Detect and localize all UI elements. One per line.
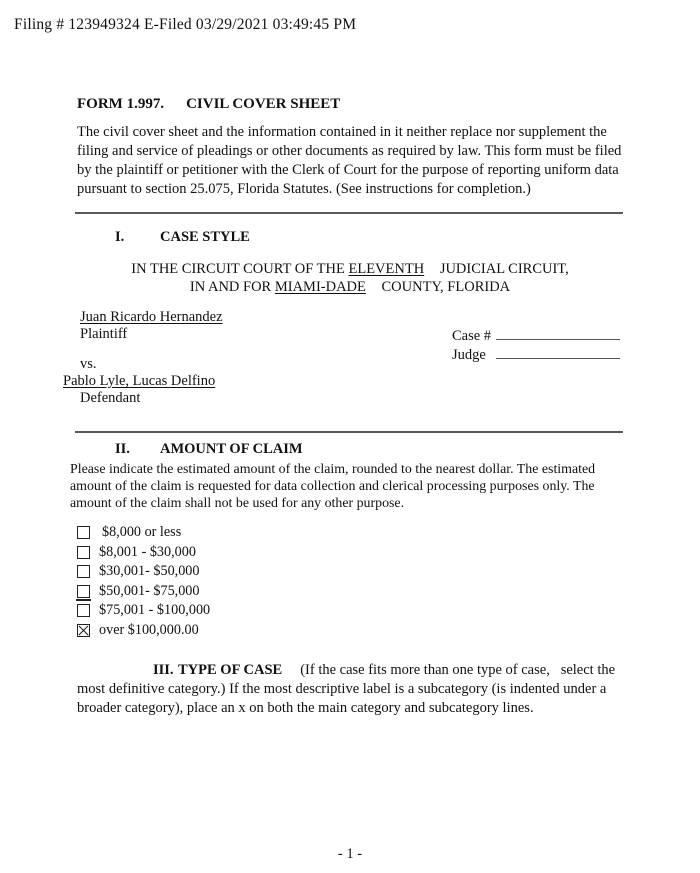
claim-option-checkbox[interactable] [77,604,90,617]
claim-option-row[interactable] [77,523,623,543]
section-3-instructions: (If the case fits more than one type of case, select the most definitive category.) If the most descriptive label is a subcategory (is indented under a broader category), place an x on both the main category and subcategory lines. [77,662,619,716]
case-judge-block [452,326,620,364]
section-divider [75,212,623,214]
section-1-number: I. [115,229,125,245]
form-intro-paragraph: The civil cover sheet and the information contained in it neither replace nor supplement the filing and service of pleadings or other documents as required by law. This form must be filed by the plaintiff or petitioner with the Clerk of Court for the purpose of reporting uniform data pursuant to section 25.075, Florida Statutes. (See instructions for completion.) [77,124,626,197]
claim-option-label: $30,001- $50,000 [99,563,200,580]
form-number: FORM 1.997. [77,96,165,112]
defendant-name-row [63,373,623,390]
section-divider [75,431,623,433]
judge-blank[interactable] [496,345,620,359]
judge-row [452,345,620,364]
claim-option-checkbox[interactable] [77,546,90,559]
claim-instructions: Please indicate the estimated amount of the claim, rounded to the nearest dollar. The estimated amount of the claim is requested for data collection and clerical processing purposes only. The amount of the claim shall not be used for any other purpose. [70,462,599,511]
section-2-heading [77,441,623,458]
section-2-title: AMOUNT OF CLAIM [160,441,303,457]
claim-option-checkbox[interactable] [77,624,90,637]
claim-option-row[interactable] [77,582,623,602]
page-number: - 1 - [337,846,363,862]
claim-option-row[interactable] [77,562,623,582]
circuit-name-fill: ELEVENTH [348,261,425,277]
plaintiff-name: Juan Ricardo Hernandez [80,309,223,325]
court-caption [77,260,623,296]
court-line-1: IN THE CIRCUIT COURT OF THE ELEVENTH JUDICIAL CIRCUIT, [131,261,569,277]
section-1-heading [77,229,623,246]
court-line-2: IN AND FOR MIAMI-DADE COUNTY, FLORIDA [189,279,511,295]
case-number-blank[interactable] [496,326,620,340]
document-body [63,96,626,733]
defendant-name: Pablo Lyle, Lucas Delfino [63,373,216,389]
defendant-label: Defendant [80,390,141,406]
case-number-label: Case # [452,328,492,344]
efiling-stamp: Filing # 123949324 E-Filed 03/29/2021 03:49:45 PM [14,16,357,33]
section-3-title: TYPE OF CASE [178,662,283,678]
plaintiff-name-row [77,309,623,326]
claim-option-label: $8,001 - $30,000 [99,543,196,560]
parties-block [63,309,623,407]
case-number-row [452,326,620,345]
section-3-number: III. [153,662,174,678]
claim-option-label: over $100,000.00 [99,621,199,638]
claim-options-list [77,523,623,640]
section-3-paragraph [77,661,623,718]
claim-option-label: $50,001- $75,000 [99,582,200,599]
section-2-number: II. [115,441,130,457]
section-1-title: CASE STYLE [160,229,250,245]
plaintiff-label: Plaintiff [80,326,128,342]
claim-option-row[interactable] [77,601,623,621]
claim-option-checkbox[interactable] [77,526,90,539]
claim-option-checkbox[interactable] [77,565,90,578]
vs-label: vs. [80,356,97,372]
claim-option-label: $75,001 - $100,000 [99,602,211,619]
judge-label: Judge [452,347,486,363]
form-name: CIVIL COVER SHEET [186,96,341,112]
claim-option-label: $8,000 or less [102,524,182,541]
form-title [77,96,623,113]
county-name-fill: MIAMI-DADE [274,279,366,295]
claim-option-checkbox[interactable] [77,585,90,598]
claim-option-row[interactable] [77,543,623,563]
claim-option-row[interactable] [77,621,623,641]
